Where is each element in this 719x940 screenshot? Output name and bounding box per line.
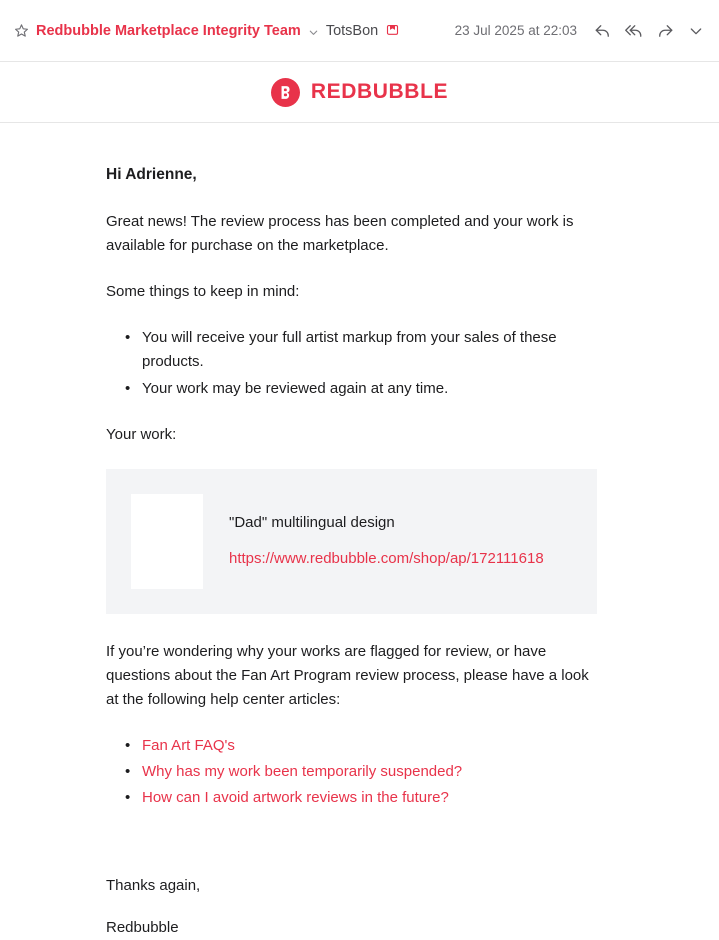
reply-all-icon[interactable] [625, 22, 643, 40]
list-item: • You will receive your full artist markup from your sales of these products. [142, 326, 602, 374]
work-title: "Dad" multilingual design [229, 514, 395, 532]
help-link-avoid-reviews[interactable]: How can I avoid artwork reviews in the future? [142, 788, 449, 806]
signature: Redbubble [106, 918, 179, 936]
list-item: • Your work may be reviewed again at any time. [142, 377, 602, 401]
email-header-actions [445, 22, 705, 40]
signoff: Thanks again, [106, 876, 201, 894]
your-work-heading: Your work: [106, 425, 177, 443]
brand-lockup[interactable] [271, 78, 448, 107]
help-link-suspended[interactable]: Why has my work been temporarily suspended? [142, 762, 463, 780]
star-icon[interactable] [14, 23, 29, 38]
recipient-name[interactable]: TotsBon [325, 22, 379, 39]
list-item [142, 786, 602, 810]
keep-in-mind-list [106, 326, 602, 401]
list-item [142, 734, 602, 758]
reply-icon[interactable] [594, 22, 612, 40]
work-card [106, 469, 597, 614]
brand-banner [0, 62, 719, 123]
redbubble-logo-icon [271, 78, 300, 107]
forward-icon[interactable] [656, 22, 674, 40]
paragraph-intro: Great news! The review process has been completed and your work is available for purchase on the marketplace. [106, 212, 574, 254]
flag-icon[interactable] [385, 23, 400, 38]
help-center-links [106, 734, 602, 810]
sender-name[interactable]: Redbubble Marketplace Integrity Team [36, 22, 301, 39]
work-thumbnail [131, 494, 203, 589]
email-body [106, 163, 602, 940]
chevron-down-icon[interactable] [308, 25, 319, 36]
more-actions-chevron-down-icon[interactable] [687, 22, 705, 40]
help-link-fan-art-faq[interactable]: Fan Art FAQ's [142, 736, 235, 754]
brand-wordmark: REDBUBBLE [310, 80, 449, 103]
work-url-link[interactable]: https://www.redbubble.com/shop/ap/172111618 [229, 550, 544, 568]
email-header [0, 0, 719, 62]
greeting: Hi Adrienne, [106, 166, 197, 183]
work-info [229, 511, 544, 571]
paragraph-keep-in-mind: Some things to keep in mind: [106, 282, 300, 300]
paragraph-help: If you’re wondering why your works are flagged for review, or have questions about the Fan Art Program review process, please have a look at the following help center articles: [106, 642, 589, 708]
email-body-wrap [0, 123, 719, 940]
spacer [106, 832, 602, 874]
timestamp: 23 Jul 2025 at 22:03 [454, 23, 577, 38]
email-header-left [14, 23, 445, 39]
list-item [142, 760, 602, 784]
